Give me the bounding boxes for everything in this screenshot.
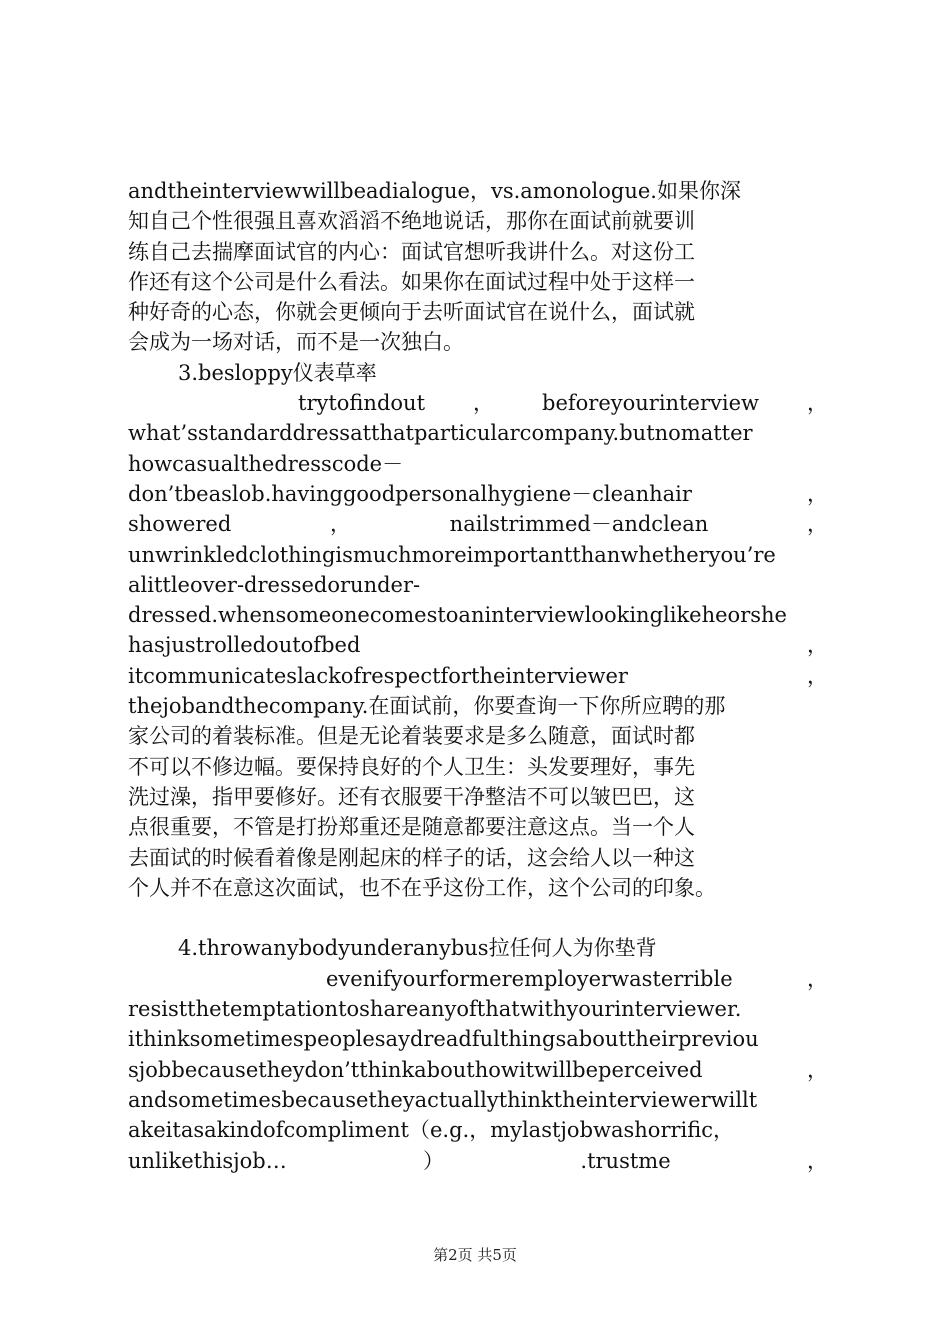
text-segment: showered [128,512,232,537]
text-line: akeitasakindofcompliment（e.g.，mylastjobwashorrific， [128,1118,735,1143]
text-segment: ， [806,391,828,416]
text-segment: don’tbeaslob.havinggoodpersonalhygiene－cleanhair [128,481,692,506]
text-line: dressed.whensomeonecomestoaninterviewlookinglikeheorshe [128,603,787,628]
text-line: 去面试的时候看着像是刚起床的样子的话，这会给人以一种这 [128,845,695,870]
text-line: andtheinterviewwillbeadialogue，vs.amonologue.如果你深 [128,179,741,203]
text-line [128,388,828,418]
text-segment: ， [329,512,351,537]
text-line: 不可以不修边幅。要保持良好的个人卫生：头发要理好，事先 [128,754,695,779]
text-line [128,630,828,660]
text-segment: trytofindout [298,391,426,416]
text-segment: sjobbecausetheydon’tthinkabouthowitwillbeperceived [128,1057,703,1082]
document-body [128,176,828,1176]
text-line: thejobandthecompany.在面试前，你要查询一下你所应聘的那 [128,694,726,719]
text-line [128,1146,828,1176]
text-segment: ， [807,663,828,688]
text-segment: ） [423,1148,445,1173]
text-line: 练自己去揣摩面试官的内心：面试官想听我讲什么。对这份工 [128,239,695,264]
text-segment: ， [807,966,828,991]
text-segment: ， [473,391,495,416]
text-line: what’sstandarddressatthatparticularcompany.butnomatter [128,421,753,446]
text-line [128,1055,828,1085]
text-line: 个人并不在意这次面试，也不在乎这份工作，这个公司的印象。 [128,875,716,900]
text-segment: nailstrimmed－andclean [449,512,709,537]
text-segment: ， [806,512,828,537]
text-line: unwrinkledclothingismuchmoreimportantthanwhetheryou’re [128,542,776,567]
text-segment: evenifyourformeremployerwasterrible [326,966,733,991]
text-segment: beforeyourinterview [542,391,759,416]
text-line [128,479,828,509]
text-line: 知自己个性很强且喜欢滔滔不绝地说话，那你在面试前就要训 [128,209,695,234]
text-line: 会成为一场对话，而不是一次独白。 [128,330,464,355]
text-segment: ， [807,1057,828,1082]
text-segment: itcommunicateslackofrespectfortheinterviewer [128,663,628,688]
section-heading-4: 4.throwanybodyunderanybus拉任何人为你垫背 [178,936,657,961]
text-segment: ， [807,633,828,658]
page-number-footer: 第2页 共5页 [433,1246,517,1264]
text-line: 作还有这个公司是什么看法。如果你在面试过程中处于这样一 [128,269,695,294]
text-line: 种好奇的心态，你就会更倾向于去听面试官在说什么，面试就 [128,300,695,325]
text-line: alittleover-dressedorunder- [128,572,421,597]
text-line: ithinksometimespeoplesaydreadfulthingsabouttheirpreviou [128,1027,759,1052]
text-line: 点很重要，不管是打扮郑重还是随意都要注意这点。当一个人 [128,815,695,840]
text-line: 洗过澡，指甲要修好。还有衣服要干净整洁不可以皱巴巴，这 [128,784,695,809]
text-segment: ， [806,1148,828,1173]
text-segment: .trustme [580,1148,671,1173]
text-line: resistthetemptationtoshareanyofthatwithyourinterviewer. [128,997,742,1022]
text-line: 家公司的着装标准。但是无论着装要求是多么随意，面试时都 [128,724,695,749]
text-line [128,509,828,539]
section-heading-3: 3.besloppy仪表草率 [178,360,377,385]
text-line: andsometimesbecausetheyactuallythinktheinterviewerwillt [128,1087,758,1112]
text-segment: hasjustrolledoutofbed [128,633,361,658]
text-segment: unlikethisjob… [128,1148,287,1173]
text-line [128,964,828,994]
text-segment: ， [807,481,828,506]
text-line [128,661,828,691]
text-line: howcasualthedresscode－ [128,451,404,476]
blank-line [128,903,828,933]
